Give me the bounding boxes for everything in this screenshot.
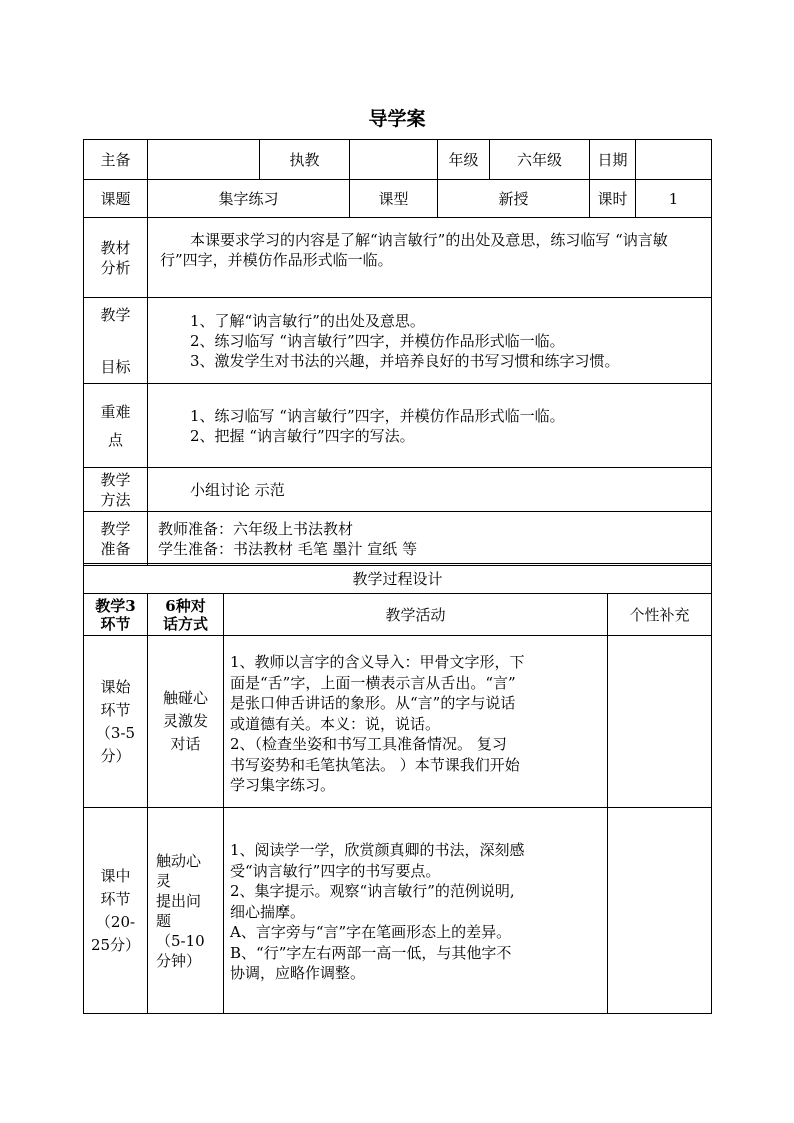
student-preparation: 学生准备：书法教材 毛笔 墨汁 宣纸 等 xyxy=(158,539,418,558)
keypoint-item: 2、把握 “讷言敏行”四字的写法。 xyxy=(190,426,415,445)
nianji-label: 年级 xyxy=(438,140,490,180)
keti-label: 课题 xyxy=(84,180,148,218)
table-row xyxy=(84,808,712,1014)
stage-cell: 课始 环节 （3-5 分） xyxy=(84,636,148,808)
process-col-activity: 教学活动 xyxy=(224,594,608,636)
activity-cell: 1、阅读学一学，欣赏颜真卿的书法，深刻感 受“讷言敏行”四字的书写要点。 2、集字提示。观察“讷言敏行”的范例说明, 细心揣摩。 A、言字旁与“言”字在笔画形态上的差异。 B、“行”字左右两部一高一低，与其他字不 协调，应略作调整。 xyxy=(224,808,608,1014)
keypoint-item: 1、练习临写 “讷言敏行”四字，并模仿作品形式临一临。 xyxy=(190,406,565,425)
process-col-mode: 6种对 话方式 xyxy=(148,594,224,636)
preparation-text xyxy=(148,512,712,566)
goals-label: 教学 目标 xyxy=(84,298,148,384)
goal-item: 1、了解“讷言敏行”的出处及意思。 xyxy=(190,311,425,330)
goal-item: 3、激发学生对书法的兴趣，并培养良好的书写习惯和练字习惯。 xyxy=(190,351,620,370)
kexing-label: 课型 xyxy=(350,180,438,218)
nianji-value: 六年级 xyxy=(490,140,590,180)
kexing-value: 新授 xyxy=(438,180,590,218)
preparation-label: 教学 准备 xyxy=(84,512,148,566)
process-heading: 教学过程设计 xyxy=(84,564,712,594)
keshi-label: 课时 xyxy=(590,180,636,218)
method-label: 教学 方法 xyxy=(84,468,148,512)
table-row xyxy=(84,636,712,808)
material-text: 本课要求学习的内容是了解“讷言敏行”的出处及意思，练习临写 “讷言敏行”四字，并模仿作品形式临一临。 xyxy=(148,218,712,298)
riqi-value xyxy=(636,140,712,180)
keshi-value: 1 xyxy=(636,180,712,218)
goal-item: 2、练习临写 “讷言敏行”四字，并模仿作品形式临一临。 xyxy=(190,331,565,350)
zhijiao-label: 执教 xyxy=(260,140,350,180)
zhijiao-value xyxy=(350,140,438,180)
process-col-stage: 教学3 环节 xyxy=(84,594,148,636)
page-title: 导学案 xyxy=(368,108,426,130)
stage-cell: 课中 环节 （20- 25分） xyxy=(84,808,148,1014)
extra-cell xyxy=(608,808,712,1014)
mode-cell: 触碰心 灵激发 对话 xyxy=(148,636,224,808)
material-label: 教材 分析 xyxy=(84,218,148,298)
keti-value: 集字练习 xyxy=(148,180,350,218)
mode-cell: 触动心 灵 提出问 题 （5-10 分钟） xyxy=(148,808,224,1014)
zhubei-label: 主备 xyxy=(84,140,148,180)
goals-list xyxy=(148,298,712,384)
riqi-label: 日期 xyxy=(590,140,636,180)
zhubei-value xyxy=(148,140,260,180)
lesson-info-table xyxy=(83,139,712,566)
process-col-extra: 个性补充 xyxy=(608,594,712,636)
process-table xyxy=(83,563,712,1014)
activity-cell: 1、教师以言字的含义导入：甲骨文字形，下 面是“舌”字，上面一横表示言从舌出。“言” 是张口伸舌讲话的象形。从“言”的字与说话 或道德有关。本义：说，说话。 2、（检查坐姿和书写工具准备情况。 复习 书写姿势和毛笔执笔法。 ）本节课我们开始 学习集字练习。 xyxy=(224,636,608,808)
keypoints-list xyxy=(148,384,712,468)
teacher-preparation: 教师准备：六年级上书法教材 xyxy=(158,519,354,538)
extra-cell xyxy=(608,636,712,808)
keypoints-label: 重难 点 xyxy=(84,384,148,468)
method-text: 小组讨论 示范 xyxy=(148,468,712,512)
